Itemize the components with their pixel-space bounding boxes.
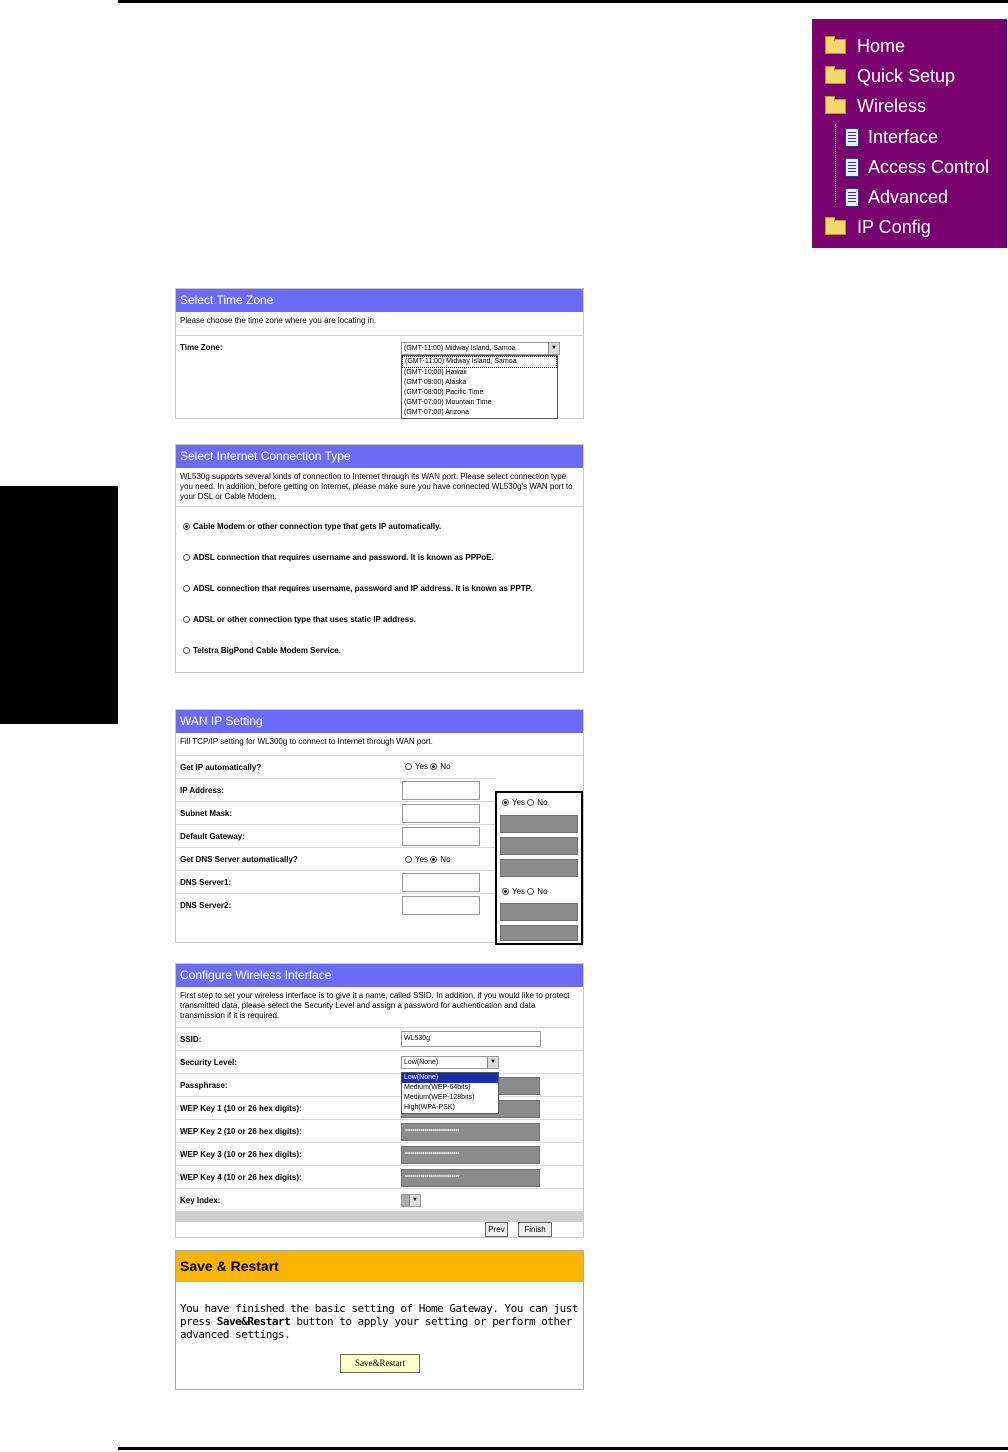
wireless-row xyxy=(176,1120,583,1143)
panel-desc: First step to set your wireless interface is to give it a name, called SSID. In addition, if you would like to protect transmitted data, please select the Security Level and assign a password for authentication and data transmission if it is required. xyxy=(176,987,583,1028)
row-label: Security Level: xyxy=(180,1058,237,1067)
menu-label: Interface xyxy=(868,127,939,147)
security-level-list[interactable] xyxy=(401,1072,499,1114)
security-option[interactable]: Low(None) xyxy=(402,1073,498,1083)
wan-row xyxy=(176,825,496,848)
panel-title: Select Internet Connection Type xyxy=(176,445,583,468)
dns-server2-input[interactable] xyxy=(402,896,480,915)
wireless-row xyxy=(176,1143,583,1166)
radio-icon[interactable] xyxy=(183,585,190,592)
folder-icon xyxy=(825,220,846,235)
page-icon xyxy=(845,188,859,207)
conn-option-bigpond[interactable] xyxy=(183,646,341,655)
page-icon xyxy=(845,128,859,147)
yes-label: Yes xyxy=(512,798,526,807)
wireless-row xyxy=(176,1028,583,1051)
inset-dns-radios[interactable] xyxy=(502,887,548,896)
timezone-option[interactable]: (GMT-11:00) Midway Island, Samoa xyxy=(402,356,557,368)
gateway-disabled xyxy=(500,859,578,877)
wan-row xyxy=(176,779,496,802)
wan-row xyxy=(176,802,496,825)
wan-row xyxy=(176,756,496,779)
wireless-row xyxy=(176,1166,583,1189)
get-ip-radios[interactable] xyxy=(405,762,451,771)
row-label: SSID: xyxy=(180,1035,202,1044)
row-label: Passphrase: xyxy=(180,1081,228,1090)
radio-icon[interactable] xyxy=(183,523,190,530)
chevron-down-icon[interactable]: ▼ xyxy=(548,343,559,354)
security-option[interactable]: Medium(WEP-128bits) xyxy=(404,1094,475,1101)
row-label: WEP Key 2 (10 or 26 hex digits): xyxy=(180,1127,302,1136)
ip-address-disabled xyxy=(500,815,578,833)
radio-icon[interactable] xyxy=(430,763,437,770)
radio-icon[interactable] xyxy=(502,888,509,895)
option-label: ADSL connection that requires username and password. It is known as PPPoE. xyxy=(193,553,494,562)
row-label: Key Index: xyxy=(180,1196,221,1205)
side-tab xyxy=(0,486,118,724)
wireless-row xyxy=(176,1189,583,1212)
no-label: No xyxy=(537,887,548,896)
timezone-selected: (GMT-11:00) Midway Island, Samoa xyxy=(404,345,516,352)
key-index-select[interactable] xyxy=(401,1194,421,1207)
yes-label: Yes xyxy=(415,762,429,771)
row-label: Subnet Mask: xyxy=(180,809,233,818)
no-label: No xyxy=(440,762,451,771)
footer-bar xyxy=(176,1212,583,1222)
save-text-bold: Save&Restart xyxy=(216,1315,291,1328)
timezone-option[interactable]: (GMT-07:00) Mountain Time xyxy=(404,399,492,406)
timezone-label: Time Zone: xyxy=(180,343,223,352)
menu-item-wireless[interactable] xyxy=(825,96,926,117)
menu-label: Advanced xyxy=(868,187,949,207)
wep-key2-input[interactable]: **************************** xyxy=(401,1123,540,1141)
option-label: Telstra BigPond Cable Modem Service. xyxy=(193,646,341,655)
row-label: Get IP automatically? xyxy=(180,763,262,772)
menu-label: IP Config xyxy=(857,217,931,237)
panel-title: WAN IP Setting xyxy=(176,710,583,733)
wan-row xyxy=(176,894,496,916)
menu-label: Wireless xyxy=(857,96,927,116)
wireless-row xyxy=(176,1051,583,1074)
menu-item-advanced[interactable] xyxy=(845,187,948,208)
subnet-mask-input[interactable] xyxy=(402,804,480,823)
menu-item-ip-config[interactable] xyxy=(825,217,931,238)
menu-label: Home xyxy=(857,36,906,56)
option-label: Cable Modem or other connection type that gets IP automatically. xyxy=(193,522,442,531)
radio-icon[interactable] xyxy=(183,554,190,561)
save-text-pre: You have finished the basic setting of Home Gateway. You can just press xyxy=(180,1302,578,1328)
radio-icon[interactable] xyxy=(430,856,437,863)
timezone-select[interactable] xyxy=(401,342,560,355)
row-label: Default Gateway: xyxy=(180,832,245,841)
save-title: Save & Restart xyxy=(176,1251,583,1282)
wireless-row xyxy=(176,1074,583,1097)
security-option[interactable]: High(WPA-PSK) xyxy=(404,1104,455,1111)
chevron-down-icon[interactable]: ▼ xyxy=(487,1057,498,1068)
radio-icon[interactable] xyxy=(183,647,190,654)
menu-item-interface[interactable] xyxy=(845,127,938,148)
conn-option-cable[interactable] xyxy=(183,522,441,531)
wan-inset xyxy=(495,791,583,945)
yes-label: Yes xyxy=(512,887,526,896)
menu-item-access-control[interactable] xyxy=(845,157,989,178)
top-rule xyxy=(118,0,1008,3)
timezone-option[interactable]: (GMT-08:00) Pacific Time xyxy=(404,389,484,396)
wan-row xyxy=(176,871,496,894)
row-label: WEP Key 3 (10 or 26 hex digits): xyxy=(180,1150,302,1159)
wireless-row xyxy=(176,1097,583,1120)
prev-button[interactable]: Prev xyxy=(485,1222,508,1237)
row-label: WEP Key 1 (10 or 26 hex digits): xyxy=(180,1104,302,1113)
radio-icon[interactable] xyxy=(502,799,509,806)
row-label: IP Address: xyxy=(180,786,225,795)
conn-option-static[interactable] xyxy=(183,615,416,624)
no-label: No xyxy=(440,855,451,864)
get-dns-radios[interactable] xyxy=(405,855,451,864)
yes-label: Yes xyxy=(415,855,429,864)
wan-row xyxy=(176,848,496,871)
chevron-down-icon[interactable]: ▼ xyxy=(409,1195,420,1206)
row-label: DNS Server1: xyxy=(180,878,232,887)
dns1-disabled xyxy=(500,903,578,921)
dns-server1-input[interactable] xyxy=(402,873,480,892)
subnet-mask-disabled xyxy=(500,837,578,855)
conn-option-pptp[interactable] xyxy=(183,584,532,593)
panel-desc: Fill TCP/IP setting for WL300g to connect to Internet through WAN port. xyxy=(176,733,583,756)
radio-icon[interactable] xyxy=(527,799,534,806)
conn-panel xyxy=(175,444,584,673)
option-label: ADSL connection that requires username, password and IP address. It is known as PPTP. xyxy=(193,584,533,593)
menu-label: Access Control xyxy=(868,157,990,177)
ssid-input[interactable]: WL530g xyxy=(401,1031,541,1047)
radio-icon[interactable] xyxy=(527,888,534,895)
panel-title: Configure Wireless Interface xyxy=(176,964,583,987)
timezone-list[interactable] xyxy=(401,355,558,419)
radio-icon[interactable] xyxy=(405,856,412,863)
conn-option-pppoe[interactable] xyxy=(183,553,494,562)
inset-ip-radios[interactable] xyxy=(502,798,548,807)
tree-line xyxy=(835,124,836,202)
wep-key4-input[interactable]: **************************** xyxy=(401,1169,540,1187)
security-level-select[interactable] xyxy=(401,1056,499,1069)
save-restart-button[interactable]: Save&Restart xyxy=(340,1354,420,1373)
panel-desc: Please choose the time zone where you are locating in. xyxy=(176,312,583,336)
panel-title: Select Time Zone xyxy=(176,289,583,312)
no-label: No xyxy=(537,798,548,807)
page-icon xyxy=(845,158,859,177)
timezone-option[interactable]: (GMT-07:00) Arizona xyxy=(404,409,469,416)
timezone-option[interactable]: (GMT-10:00) Hawaii xyxy=(404,369,467,376)
menu-item-home[interactable] xyxy=(825,36,905,57)
timezone-option[interactable]: (GMT-09:00) Alaska xyxy=(404,379,467,386)
timezone-panel xyxy=(175,288,584,419)
wireless-panel xyxy=(175,963,584,1238)
open-folder-icon xyxy=(825,99,846,114)
folder-icon xyxy=(825,39,846,54)
wep-key3-input[interactable]: **************************** xyxy=(401,1146,540,1164)
dns2-disabled xyxy=(500,925,578,941)
ip-address-input[interactable] xyxy=(402,781,480,800)
save-text xyxy=(176,1282,583,1341)
menu-label: Quick Setup xyxy=(857,66,956,86)
menu-item-quick-setup[interactable] xyxy=(825,66,955,87)
security-option[interactable]: Medium(WEP-64bits) xyxy=(404,1084,471,1091)
finish-button[interactable]: Finish xyxy=(518,1222,552,1237)
row-label: Get DNS Server automatically? xyxy=(180,855,298,864)
option-label: ADSL or other connection type that uses static IP address. xyxy=(193,615,416,624)
radio-icon[interactable] xyxy=(405,763,412,770)
row-label: DNS Server2: xyxy=(180,901,232,910)
row-label: WEP Key 4 (10 or 26 hex digits): xyxy=(180,1173,302,1182)
save-text-post: button to apply your setting or perform other advanced settings. xyxy=(180,1315,572,1341)
security-selected: Low(None) xyxy=(404,1059,439,1066)
default-gateway-input[interactable] xyxy=(402,827,480,846)
bottom-rule xyxy=(118,1447,1008,1450)
nav-menu xyxy=(812,19,1007,248)
panel-desc: WL530g supports several kinds of connection to Internet through its WAN port. Please select connection type you need. In addition, before getting on Internet, please make sure you have connected WL530g's WAN port to your DSL or Cable Modem. xyxy=(176,468,583,507)
save-panel xyxy=(175,1250,584,1390)
radio-icon[interactable] xyxy=(183,616,190,623)
folder-icon xyxy=(825,69,846,84)
